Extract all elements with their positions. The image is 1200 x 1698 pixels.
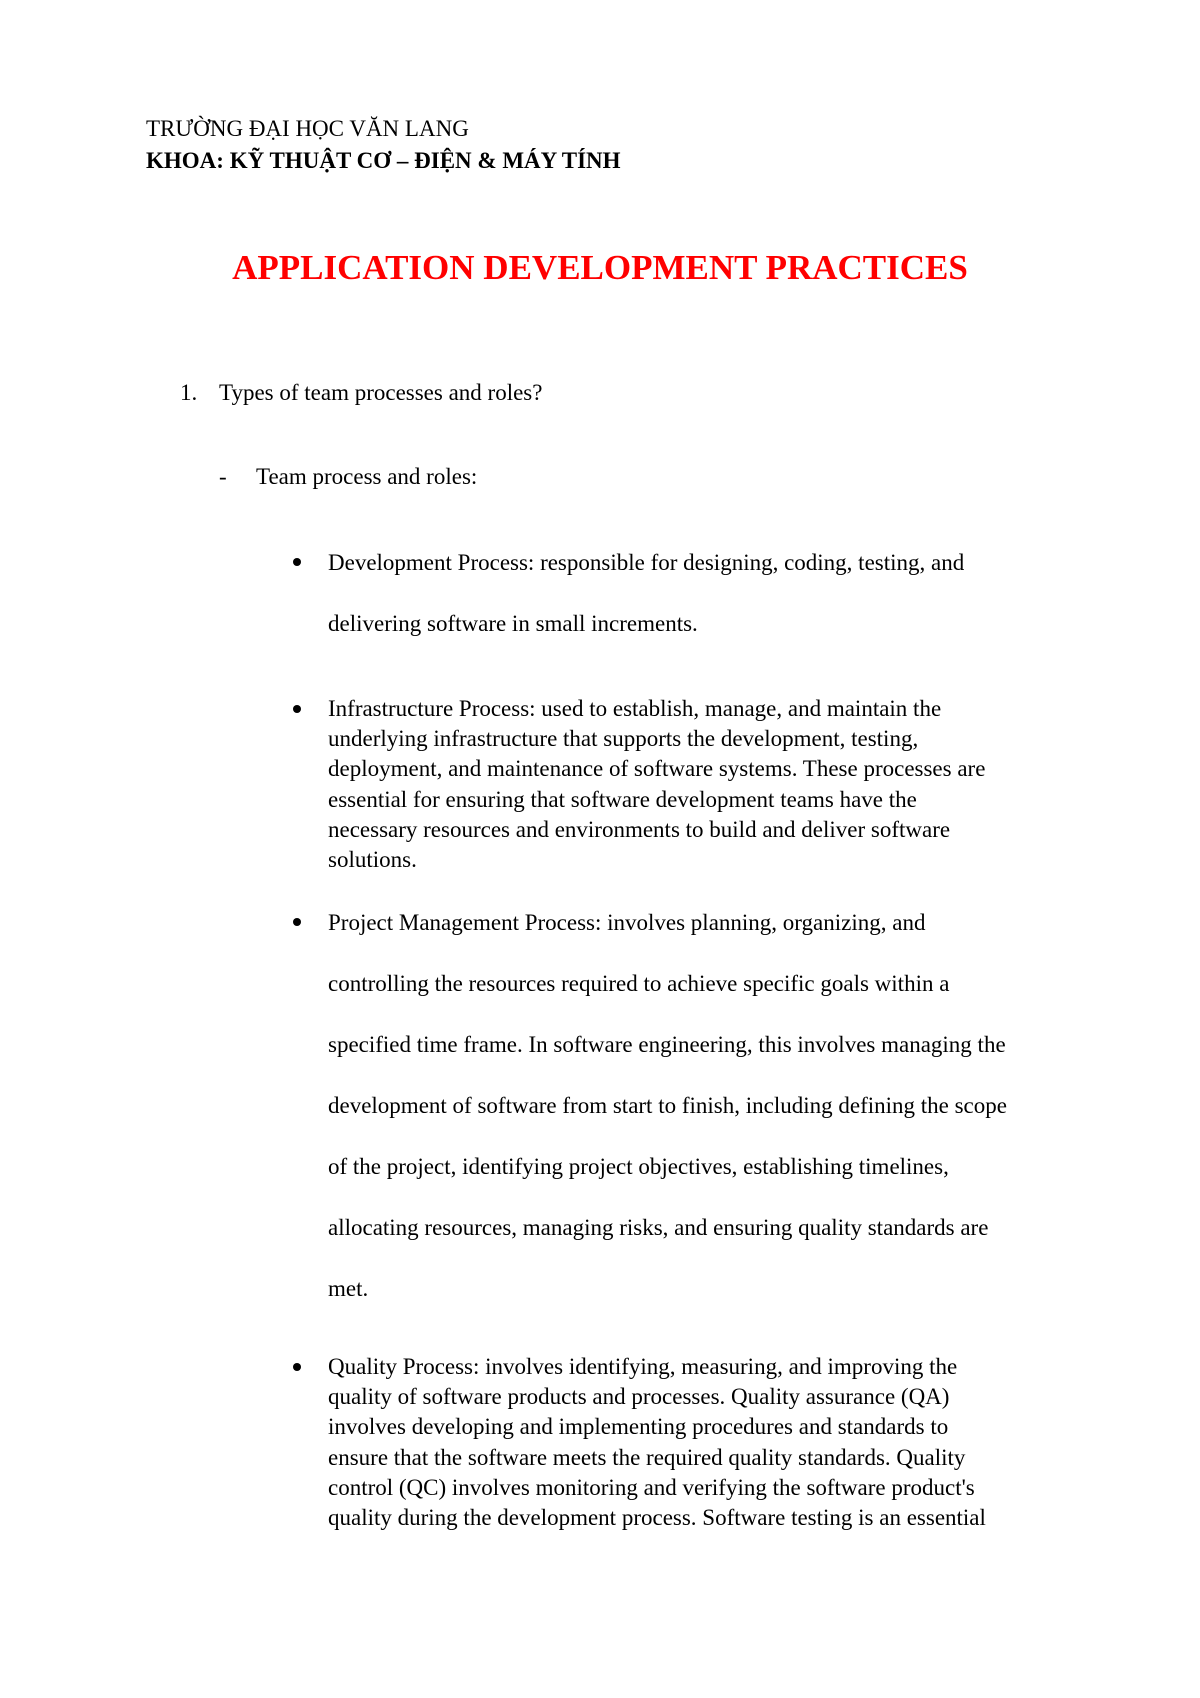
- question-text: Types of team processes and roles?: [219, 380, 543, 405]
- paragraph-line: deployment, and maintenance of software systems. These processes are: [328, 756, 986, 782]
- bullet-icon: [293, 705, 301, 713]
- list-item-development: [328, 532, 964, 654]
- paragraph-line: ensure that the software meets the required quality standards. Quality: [328, 1444, 966, 1470]
- paragraph-line: Infrastructure Process: used to establish, manage, and maintain the: [328, 696, 942, 721]
- section-heading: Team process and roles:: [256, 464, 478, 489]
- paragraph-line: delivering software in small increments.: [328, 611, 698, 636]
- document-title: APPLICATION DEVELOPMENT PRACTICES: [232, 248, 968, 287]
- school-name: TRƯỜNG ĐẠI HỌC VĂN LANG: [146, 116, 469, 141]
- bullet-icon: [293, 918, 301, 926]
- paragraph-line: Project Management Process: involves planning, organizing, and: [328, 910, 926, 935]
- paragraph-line: solutions.: [328, 847, 417, 873]
- paragraph-line: quality during the development process. Software testing is an essential: [328, 1505, 986, 1531]
- paragraph-line: controlling the resources required to achieve specific goals within a: [328, 971, 950, 996]
- paragraph-line: quality of software products and processes. Quality assurance (QA): [328, 1384, 950, 1410]
- paragraph-line: of the project, identifying project objectives, establishing timelines,: [328, 1154, 949, 1179]
- paragraph-line: underlying infrastructure that supports the development, testing,: [328, 726, 919, 752]
- paragraph-line: development of software from start to finish, including defining the scope: [328, 1093, 1007, 1118]
- paragraph-line: Quality Process: involves identifying, measuring, and improving the: [328, 1354, 958, 1379]
- paragraph-line: met.: [328, 1276, 369, 1301]
- paragraph-line: allocating resources, managing risks, and ensuring quality standards are: [328, 1215, 989, 1240]
- bullet-icon: [293, 558, 301, 566]
- list-item-project-management: [328, 892, 1007, 1319]
- paragraph-line: involves developing and implementing procedures and standards to: [328, 1414, 949, 1440]
- paragraph-line: necessary resources and environments to build and deliver software: [328, 816, 951, 842]
- dash-marker: -: [219, 464, 227, 489]
- faculty-name: KHOA: KỸ THUẬT CƠ – ĐIỆN & MÁY TÍNH: [146, 148, 621, 173]
- paragraph-line: Development Process: responsible for designing, coding, testing, and: [328, 550, 965, 575]
- paragraph-line: control (QC) involves monitoring and verifying the software product's: [328, 1474, 975, 1500]
- paragraph-line: essential for ensuring that software development teams have the: [328, 786, 917, 812]
- bullet-icon: [293, 1363, 301, 1371]
- question-number: 1.: [180, 380, 198, 405]
- paragraph-line: specified time frame. In software engineering, this involves managing the: [328, 1032, 1006, 1057]
- list-item-quality: [328, 1352, 986, 1533]
- list-item-infrastructure: [328, 694, 985, 875]
